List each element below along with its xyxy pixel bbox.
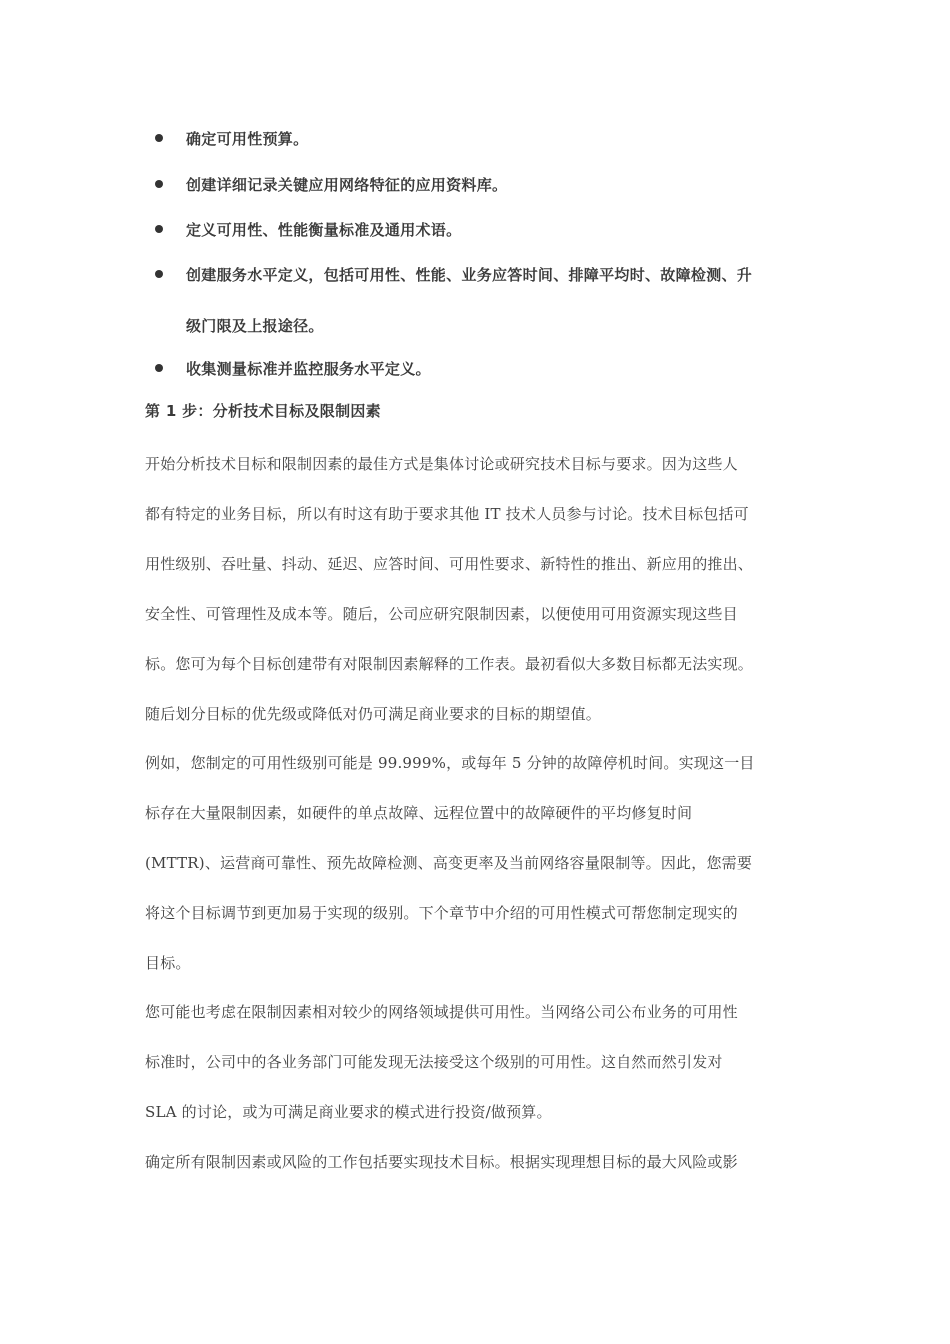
text-line: 标存在大量限制因素，如硬件的单点故障、远程位置中的故障硬件的平均修复时间 xyxy=(145,804,693,822)
text-line: 目标。 xyxy=(145,954,191,972)
text-line: 随后划分目标的优先级或降低对仍可满足商业要求的目标的期望值。 xyxy=(145,705,602,723)
text-line: 确定所有限制因素或风险的工作包括要实现技术目标。根据实现理想目标的最大风险或影 xyxy=(145,1153,738,1171)
bullet-icon xyxy=(155,225,163,233)
text-line: 安全性、可管理性及成本等。随后，公司应研究限制因素，以便使用可用资源实现这些目 xyxy=(145,605,738,623)
bullet-icon xyxy=(155,180,163,188)
list-item-text: 确定可用性预算。 xyxy=(186,130,309,148)
text-line: 都有特定的业务目标，所以有时这有助于要求其他 IT 技术人员参与讨论。技术目标包括可 xyxy=(145,505,749,523)
text-line: 例如，您制定的可用性级别可能是 99.999%，或每年 5 分钟的故障停机时间。实现这一目 xyxy=(145,754,755,772)
text-line: 标。您可为每个目标创建带有对限制因素解释的工作表。最初看似大多数目标都无法实现。 xyxy=(145,655,754,673)
text-line: 将这个目标调节到更加易于实现的级别。下个章节中介绍的可用性模式可帮您制定现实的 xyxy=(145,904,738,922)
list-item-text: 收集测量标准并监控服务水平定义。 xyxy=(186,360,431,378)
list-item-text: 级门限及上报途径。 xyxy=(186,317,324,335)
list-item-text: 创建详细记录关键应用网络特征的应用资料库。 xyxy=(186,176,508,194)
bullet-icon xyxy=(155,270,163,278)
text-line: 开始分析技术目标和限制因素的最佳方式是集体讨论或研究技术目标与要求。因为这些人 xyxy=(145,455,738,473)
text-line: SLA 的讨论，或为可满足商业要求的模式进行投资/做预算。 xyxy=(145,1103,552,1121)
text-line: 标准时，公司中的各业务部门可能发现无法接受这个级别的可用性。这自然而然引发对 xyxy=(145,1053,723,1071)
text-line: (MTTR)、运营商可靠性、预先故障检测、高变更率及当前网络容量限制等。因此，您需要 xyxy=(145,854,753,872)
list-item-text: 创建服务水平定义，包括可用性、性能、业务应答时间、排障平均时、故障检测、升 xyxy=(186,266,753,284)
bullet-icon xyxy=(155,134,163,142)
text-line: 您可能也考虑在限制因素相对较少的网络领域提供可用性。当网络公司公布业务的可用性 xyxy=(145,1003,738,1021)
text-line: 用性级别、吞吐量、抖动、延迟、应答时间、可用性要求、新特性的推出、新应用的推出、 xyxy=(145,555,754,573)
list-item-text: 定义可用性、性能衡量标准及通用术语。 xyxy=(186,221,462,239)
section-heading: 第 1 步：分析技术目标及限制因素 xyxy=(145,402,381,420)
bullet-icon xyxy=(155,364,163,372)
